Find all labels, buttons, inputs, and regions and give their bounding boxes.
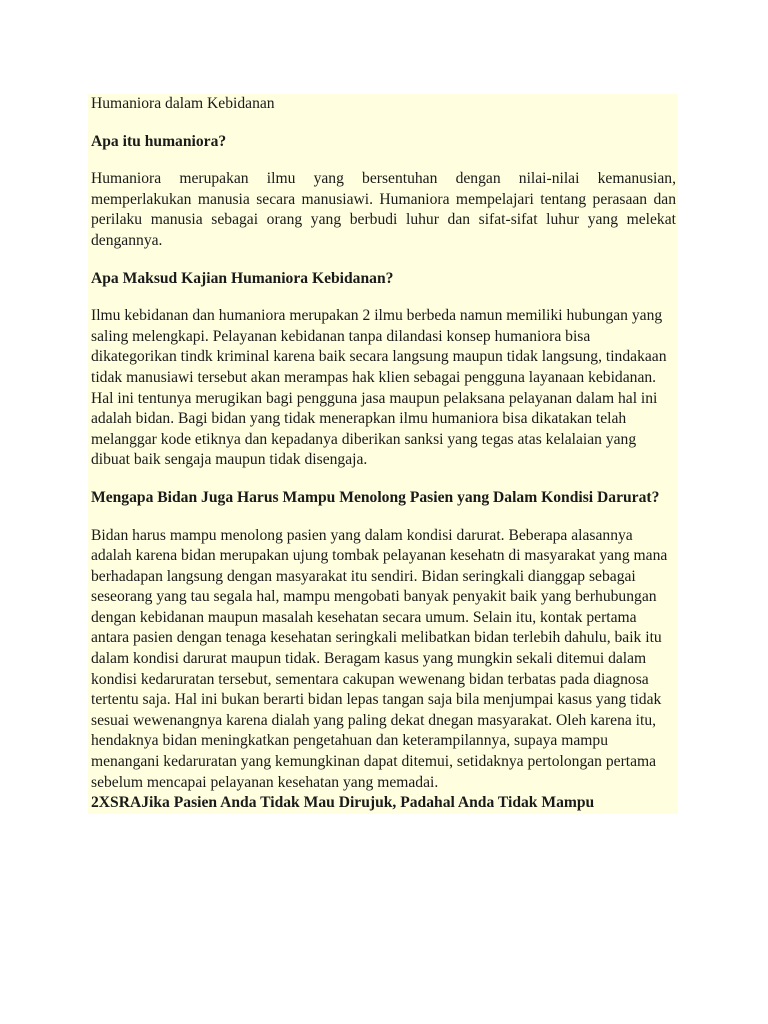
document-title: Humaniora dalam Kebidanan: [91, 95, 275, 112]
section-heading-kajian: Apa Maksud Kajian Humaniora Kebidanan?: [91, 269, 394, 287]
section-heading-humaniora: Apa itu humaniora?: [91, 132, 227, 150]
spacer: [88, 252, 678, 269]
document-body: [88, 94, 678, 814]
spacer: [88, 115, 678, 132]
section-heading-dirujuk: 2XSRAJika Pasien Anda Tidak Mau Dirujuk, Padahal Anda Tidak Mampu: [91, 794, 595, 812]
spacer: [88, 471, 678, 488]
section-body-kajian: Ilmu kebidanan dan humaniora merupakan 2 ilmu berbeda namun memiliki hubungan yang saling melengkapi. Pelayanan kebidanan tanpa dilandasi konsep humaniora bisa dikategorikan tindk kriminal karena baik secara langsung maupun tidak langsung, tindakaan tidak manusiawi tersebut akan merampas hak klien sebagai pengguna layanaan kebidanan. Hal ini tentunya merugikan bagi pengguna jasa maupun pelaksana pelayanan dalam hal ini adalah bidan. Bagi bidan yang tidak menerapkan ilmu humaniora bisa dikatakan telah melanggar kode etiknya dan kepadanya diberikan sanksi yang tegas atas kelalaian yang dibuat baik sengaja maupun tidak disengaja.: [91, 307, 667, 469]
section-body-darurat: Bidan harus mampu menolong pasien yang dalam kondisi darurat. Beberapa alasannya adalah karena bidan merupakan ujung tombak pelayanan kesehatn di masyarakat yang mana berhadapan langsung dengan masyarakat itu sendiri. Bidan seringkali dianggap sebagai seseorang yang tau segala hal, mampu mengobati banyak penyakit baik yang berhubungan dengan kebidanan maupun masalah kesehatan secara umum. Selain itu, kontak pertama antara pasien dengan tenaga kesehatan seringkali melibatkan bidan terlebih dahulu, baik itu dalam kondisi darurat maupun tidak. Beragam kasus yang mungkin sekali ditemui dalam kondisi kedaruratan tersebut, sementara cakupan wewenang bidan terbatas pada diagnosa tertentu saja. Hal ini bukan berarti bidan lepas tangan saja bila menjumpai kasus yang tidak sesuai wewenangnya karena dialah yang paling dekat dnegan masyarakat. Oleh karena itu, hendaknya bidan meningkatkan pengetahuan dan keterampilannya, supaya mampu menangani kedaruratan yang kemungkinan dapat ditemui, setidaknya pertolongan pertama sebelum mencapai pelayanan kesehatan yang memadai.: [91, 526, 668, 791]
section-heading-darurat: Mengapa Bidan Juga Harus Mampu Menolong Pasien yang Dalam Kondisi Darurat?: [91, 488, 660, 506]
spacer: [88, 152, 678, 169]
section-body-humaniora: Humaniora merupakan ilmu yang bersentuhan dengan nilai-nilai kemanusian, memperlakukan manusia secara manusiawi. Humaniora mempelajari tentang perasaan dan perilaku manusia sebagai orang yang berbudi luhur dan sifat-sifat luhur yang melekat dengannya.: [91, 170, 676, 249]
spacer: [88, 289, 678, 306]
spacer: [88, 509, 678, 526]
